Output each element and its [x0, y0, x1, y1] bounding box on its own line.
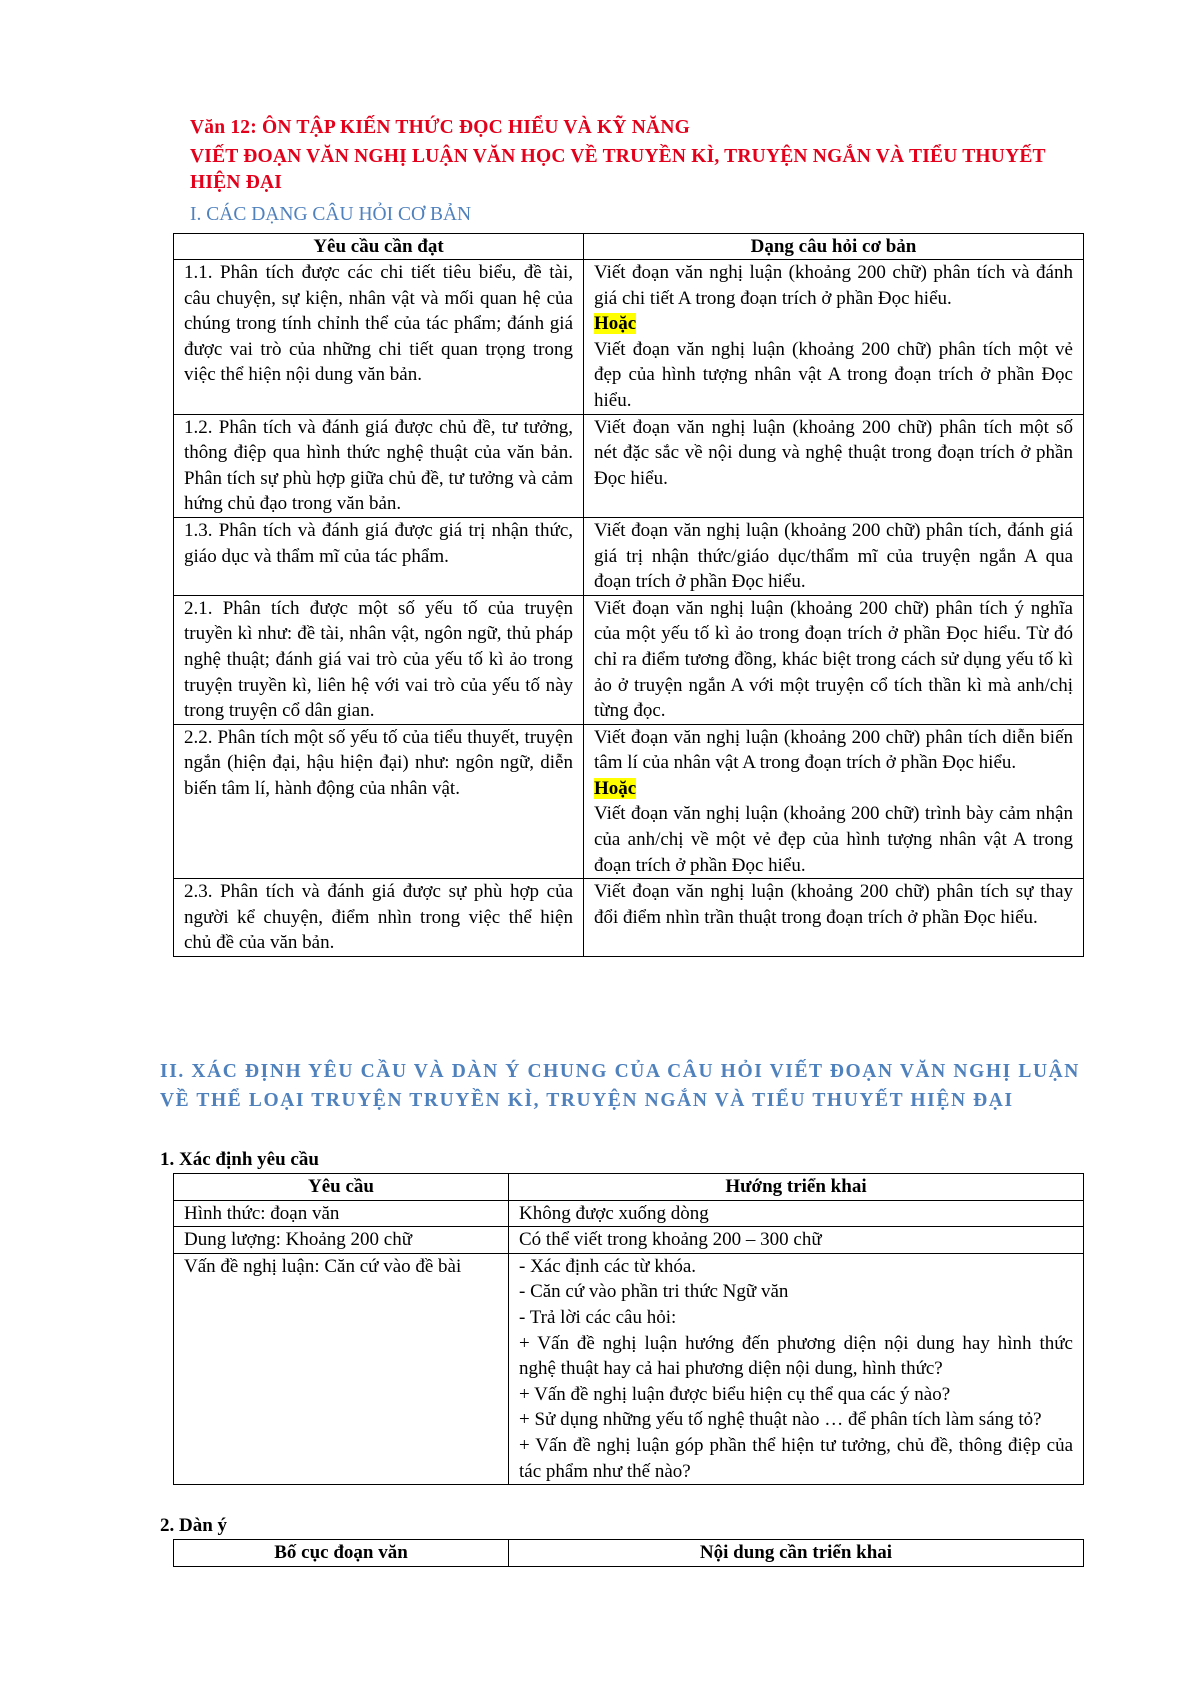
or-label: Hoặc [594, 313, 637, 335]
requirement-cell: 1.3. Phân tích và đánh giá được giá trị nhận thức, giáo dục và thẩm mĩ của tác phẩm. [174, 517, 584, 595]
question-cell: Viết đoạn văn nghị luận (khoảng 200 chữ) phân tích ý nghĩa của một yếu tố kì ảo trong đoạn trích ở phần Đọc hiểu. Từ đó chỉ ra điểm tương đồng, khác biệt trong cách sử dụng yếu tố kì ảo ở truyện ngắn A với một truyện cổ tích thần kì mà anh/chị từng đọc. [584, 595, 1084, 724]
question-text: Viết đoạn văn nghị luận (khoảng 200 chữ) phân tích và đánh giá chi tiết A trong đoạn trích ở phần Đọc hiểu. [594, 262, 1073, 309]
question-text: Viết đoạn văn nghị luận (khoảng 200 chữ) trình bày cảm nhận của anh/chị về một vẻ đẹp của hình tượng nhân vật A trong đoạn trích ở phần Đọc hiểu. [594, 803, 1073, 876]
requirement-cell: Vấn đề nghị luận: Căn cứ vào đề bài [174, 1253, 509, 1484]
subsection-1-heading: 1. Xác định yêu cầu [160, 1149, 319, 1170]
requirement-cell: 2.1. Phân tích được một số yếu tố của truyện truyền kì như: đề tài, nhân vật, ngôn ngữ, thủ pháp nghệ thuật; đánh giá vai trò của yếu tố kì ảo trong truyện truyền kì, liên hệ với vai trò của yếu tố này trong truyện cổ dân gian. [174, 595, 584, 724]
requirements-table [173, 1173, 1084, 1485]
table-row [174, 879, 1084, 957]
column-header: Yêu cầu [174, 1174, 509, 1201]
question-cell [584, 724, 1084, 879]
requirement-cell: 2.3. Phân tích và đánh giá được sự phù hợp của người kể chuyện, điểm nhìn trong việc thể hiện chủ đề của văn bản. [174, 879, 584, 957]
table-header-row [174, 1174, 1084, 1201]
question-text: Viết đoạn văn nghị luận (khoảng 200 chữ) phân tích một vẻ đẹp của hình tượng nhân vật A trong đoạn trích ở phần Đọc hiểu. [594, 338, 1073, 411]
table-row [174, 1227, 1084, 1254]
approach-cell [509, 1253, 1084, 1484]
requirement-cell: 1.2. Phân tích và đánh giá được chủ đề, tư tưởng, thông điệp qua hình thức nghệ thuật của văn bản. Phân tích sự phù hợp giữa chủ đề, tư tưởng và cảm hứng chủ đạo trong văn bản. [174, 414, 584, 517]
approach-cell: Không được xuống dòng [509, 1200, 1084, 1227]
approach-line: - Trả lời các câu hỏi: [519, 1306, 677, 1328]
approach-line: + Vấn đề nghị luận hướng đến phương diện nội dung hay hình thức nghệ thuật hay cả hai phương diện nội dung, hình thức? [519, 1332, 1073, 1380]
section-2-heading: II. XÁC ĐỊNH YÊU CẦU VÀ DÀN Ý CHUNG CỦA CÂU HỎI VIẾT ĐOẠN VĂN NGHỊ LUẬN VỀ THỂ LOẠI TRUYỆN TRUYỀN KÌ, TRUYỆN NGẮN VÀ TIỂU THUYẾT HIỆN ĐẠI [160, 1061, 1080, 1111]
approach-line: - Căn cứ vào phần tri thức Ngữ văn [519, 1281, 789, 1303]
table-row [174, 414, 1084, 517]
column-header: Nội dung cần triển khai [509, 1540, 1084, 1567]
outline-table [173, 1539, 1084, 1567]
table-header-row [174, 234, 1084, 260]
approach-line: + Sử dụng những yếu tố nghệ thuật nào … để phân tích làm sáng tỏ? [519, 1409, 1042, 1431]
question-cell: Viết đoạn văn nghị luận (khoảng 200 chữ) phân tích, đánh giá giá trị nhận thức/giáo dục/thẩm mĩ của truyện ngắn A qua đoạn trích ở phần Đọc hiểu. [584, 517, 1084, 595]
approach-line: + Vấn đề nghị luận được biểu hiện cụ thể qua các ý nào? [519, 1383, 951, 1405]
table-row [174, 517, 1084, 595]
approach-cell: Có thể viết trong khoảng 200 – 300 chữ [509, 1227, 1084, 1254]
requirement-cell: Hình thức: đoạn văn [174, 1200, 509, 1227]
question-cell: Viết đoạn văn nghị luận (khoảng 200 chữ) phân tích sự thay đổi điểm nhìn trần thuật trong đoạn trích ở phần Đọc hiểu. [584, 879, 1084, 957]
table-row [174, 1200, 1084, 1227]
table-row [174, 724, 1084, 879]
column-header: Bố cục đoạn văn [174, 1540, 509, 1567]
section-1-heading: I. CÁC DẠNG CÂU HỎI CƠ BẢN [190, 204, 472, 225]
requirement-cell: 1.1. Phân tích được các chi tiết tiêu biểu, đề tài, câu chuyện, sự kiện, nhân vật và mối quan hệ của chúng trong tính chỉnh thể của tác phẩm; đánh giá được vai trò của những chi tiết quan trọng trong việc thể hiện nội dung văn bản. [174, 260, 584, 415]
table-header-row [174, 1540, 1084, 1567]
requirement-cell: Dung lượng: Khoảng 200 chữ [174, 1227, 509, 1254]
question-types-table [173, 233, 1084, 957]
title-line-2: VIẾT ĐOẠN VĂN NGHỊ LUẬN VĂN HỌC VỀ TRUYỀN KÌ, TRUYỆN NGẮN VÀ TIỂU THUYẾT HIỆN ĐẠI [190, 146, 1046, 193]
table-row [174, 595, 1084, 724]
column-header: Hướng triển khai [509, 1174, 1084, 1201]
column-header: Yêu cầu cần đạt [174, 234, 584, 260]
question-cell: Viết đoạn văn nghị luận (khoảng 200 chữ) phân tích một số nét đặc sắc về nội dung và nghệ thuật trong đoạn trích ở phần Đọc hiểu. [584, 414, 1084, 517]
table-row [174, 260, 1084, 415]
approach-line: - Xác định các từ khóa. [519, 1255, 697, 1277]
subsection-2-heading: 2. Dàn ý [160, 1515, 228, 1536]
approach-line: + Vấn đề nghị luận góp phần thể hiện tư tưởng, chủ đề, thông điệp của tác phẩm như thế nào? [519, 1434, 1073, 1482]
or-label: Hoặc [594, 777, 637, 799]
title-line-1: Văn 12: ÔN TẬP KIẾN THỨC ĐỌC HIỂU VÀ KỸ NĂNG [190, 117, 690, 138]
question-text: Viết đoạn văn nghị luận (khoảng 200 chữ) phân tích diễn biến tâm lí của nhân vật A trong đoạn trích ở phần Đọc hiểu. [594, 726, 1073, 774]
column-header: Dạng câu hỏi cơ bản [584, 234, 1084, 260]
table-row [174, 1253, 1084, 1484]
question-cell [584, 260, 1084, 415]
requirement-cell: 2.2. Phân tích một số yếu tố của tiểu thuyết, truyện ngắn (hiện đại, hậu hiện đại) như: ngôn ngữ, diễn biến tâm lí, hành động của nhân vật. [174, 724, 584, 879]
